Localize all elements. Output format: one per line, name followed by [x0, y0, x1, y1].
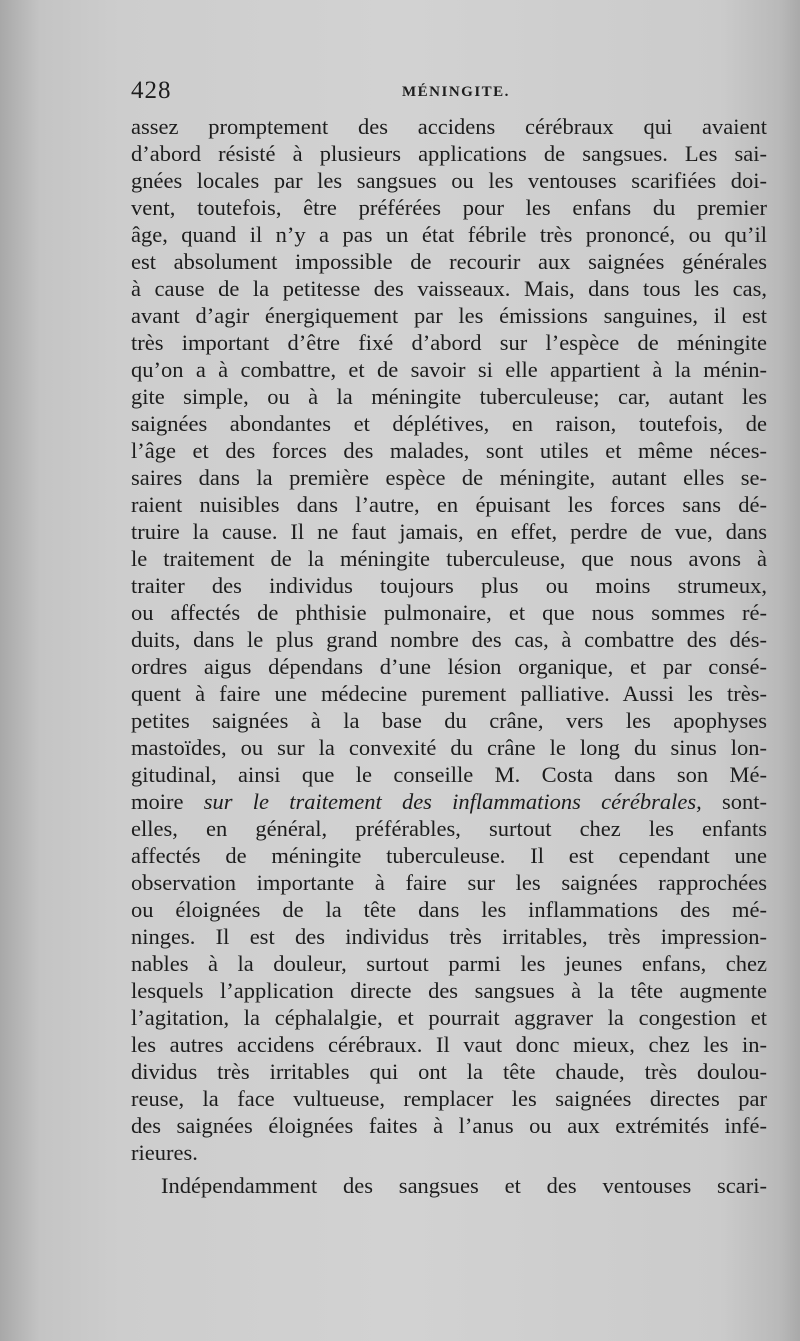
text-line: gitudinal, ainsi que le conseille M. Costa dans son Mé- — [131, 762, 767, 787]
text-line: ninges. Il est des individus très irritables, très impression- — [131, 924, 767, 949]
text-line: quent à faire une médecine purement palliative. Aussi les très- — [131, 681, 767, 706]
text-fragment: sont- — [722, 789, 768, 814]
text-line: qu’on a à combattre, et de savoir si elle appartient à la ménin- — [131, 357, 767, 382]
page-number: 428 — [131, 77, 172, 104]
text-line: avant d’agir énergiquement par les émissions sanguines, il est — [131, 303, 767, 328]
text-line: saignées abondantes et déplétives, en raison, toutefois, de — [131, 411, 767, 436]
text-line: duits, dans le plus grand nombre des cas, à combattre des dés- — [131, 627, 767, 652]
text-line: dividus très irritables qui ont la tête chaude, très doulou- — [131, 1059, 767, 1084]
text-line: affectés de méningite tuberculeuse. Il est cependant une — [131, 843, 767, 868]
text-line: raient nuisibles dans l’autre, en épuisant les forces sans dé- — [131, 492, 767, 517]
text-line: ou affectés de phthisie pulmonaire, et que nous sommes ré- — [131, 600, 767, 625]
new-paragraph-line: Indépendamment des sangsues et des ventouses scari- — [161, 1173, 767, 1198]
text-line: vent, toutefois, être préférées pour les enfans du premier — [131, 195, 767, 220]
text-line: l’âge et des forces des malades, sont utiles et même néces- — [131, 438, 767, 463]
text-line: traiter des individus toujours plus ou moins strumeux, — [131, 573, 767, 598]
text-line: saires dans la première espèce de méningite, autant elles se- — [131, 465, 767, 490]
text-line: très important d’être fixé d’abord sur l’espèce de méningite — [131, 330, 767, 355]
page-header — [131, 76, 651, 106]
text-line: rieures. — [131, 1140, 198, 1165]
text-line: ou éloignées de la tête dans les inflammations des mé- — [131, 897, 767, 922]
text-line: mastoïdes, ou sur la convexité du crâne le long du sinus lon- — [131, 735, 767, 760]
text-line: le traitement de la méningite tuberculeuse, que nous avons à — [131, 546, 767, 571]
text-line: âge, quand il n’y a pas un état fébrile très prononcé, ou qu’il — [131, 222, 767, 247]
body-text — [131, 113, 767, 1199]
text-line: truire la cause. Il ne faut jamais, en effet, perdre de vue, dans — [131, 519, 767, 544]
text-line: les autres accidens cérébraux. Il vaut donc mieux, chez les in- — [131, 1032, 767, 1057]
running-title: MÉNINGITE. — [402, 84, 510, 100]
text-line: est absolument impossible de recourir aux saignées générales — [131, 249, 767, 274]
text-line: l’agitation, la céphalalgie, et pourrait aggraver la congestion et — [131, 1005, 767, 1030]
text-line: assez promptement des accidens cérébraux qui avaient — [131, 114, 767, 139]
text-line: d’abord résisté à plusieurs applications de sangsues. Les sai- — [131, 141, 767, 166]
text-line: ordres aigus dépendans d’une lésion organique, et par consé- — [131, 654, 767, 679]
text-line: gnées locales par les sangsues ou les ventouses scarifiées doi- — [131, 168, 767, 193]
text-line-with-citation — [131, 788, 767, 815]
text-fragment: moire — [131, 789, 184, 814]
text-line: lesquels l’application directe des sangsues à la tête augmente — [131, 978, 767, 1003]
text-line: à cause de la petitesse des vaisseaux. Mais, dans tous les cas, — [131, 276, 767, 301]
text-line: observation importante à faire sur les saignées rapprochées — [131, 870, 767, 895]
text-line: des saignées éloignées faites à l’anus ou aux extrémités infé- — [131, 1113, 767, 1138]
text-line: gite simple, ou à la méningite tuberculeuse; car, autant les — [131, 384, 767, 409]
text-line: elles, en général, préférables, surtout chez les enfants — [131, 816, 767, 841]
text-line: nables à la douleur, surtout parmi les jeunes enfans, chez — [131, 951, 767, 976]
text-line: reuse, la face vultueuse, remplacer les saignées directes par — [131, 1086, 767, 1111]
cited-title: sur le traitement des inflammations cérébrales, — [203, 789, 702, 814]
text-line: petites saignées à la base du crâne, vers les apophyses — [131, 708, 767, 733]
